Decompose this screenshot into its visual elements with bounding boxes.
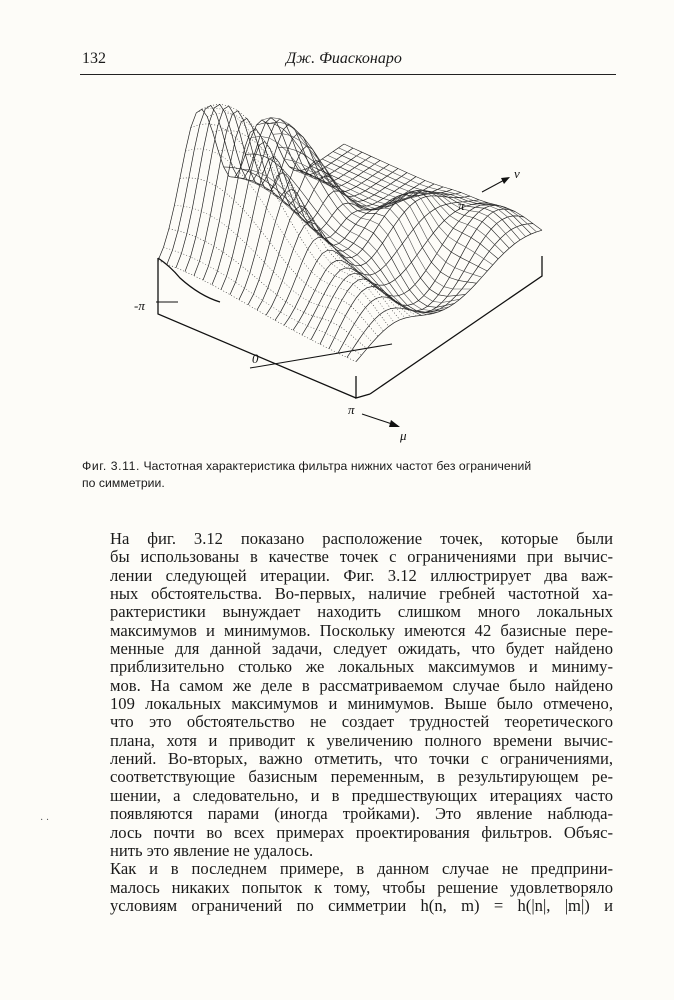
mesh-line-mu [320,205,506,344]
text-line: бы использованы в качестве точек с ограничениями при вычис- [110,547,613,567]
text-line: лений. Во-вторых, важно отметить, что точки с ограничениями, [110,749,613,769]
mesh-line-mu [221,142,407,290]
surface-plot [130,80,550,450]
mesh-line-mu [329,209,515,349]
mesh-line-nu [180,178,378,337]
label-mu: μ [400,428,407,443]
figure-caption [82,458,616,492]
label-pi-nu: π [458,198,465,213]
text-line: приблизительно столько же локальных максимумов и миниму- [110,657,613,677]
base-left-top [158,258,220,302]
mesh-line-nu [295,171,493,265]
paragraph-2 [82,860,613,915]
text-line: мов. На самом же деле в рассматриваемом случае было найдено [110,675,613,695]
mesh-line-nu [300,171,498,259]
mesh-line-nu [344,144,542,230]
axis-mu-arrow [389,420,400,427]
header-rule [80,74,616,75]
caption-label: Фиг. 3.11. [82,459,141,473]
mesh-line-nu [158,261,356,362]
body-text [82,530,613,915]
caption-line-2: по симметрии. [82,476,165,490]
text-line: плана, хотя и приводит к увеличению полного времени вычис- [110,730,613,750]
text-line: малось никаких попыток к тому, чтобы решение удовлетворяло [110,877,613,897]
mesh-line-nu [246,154,444,312]
text-line: рактеристики вынуждает находить слишком много локальных [110,602,613,622]
label-nu: ν [514,166,520,181]
text-line: соответствующие базисным переменным, в результирующем ре- [110,767,613,787]
figure-3-11 [130,80,550,450]
label-minus-pi: -π [134,298,145,313]
text-line: шении, а следовательно, и в предшествующих итерациях часто [110,785,613,805]
paragraph-1 [82,530,613,860]
text-line: менные для данной задачи, следует ожидать, что будет найдено [110,639,613,659]
mesh-line-mu [185,106,371,272]
axis-nu-arrow [501,177,510,184]
mesh-line-nu [289,167,487,271]
page-header [82,50,614,72]
text-line: условиям ограничений по симметрии h(n, m) = h(|n|, |m|) и [110,895,613,915]
margin-mark: · · [40,815,50,826]
mesh-line-mu [257,187,443,310]
base-right-edge [370,256,542,394]
label-pi-mu: π [348,402,355,417]
text-line: лось почти во всех примерах проектирования фильтров. Объяс- [110,822,613,842]
label-zero: 0 [252,351,259,366]
page-number: 132 [82,50,106,67]
text-line: что это обстоятельство не создает трудностей теоретического [110,712,613,732]
text-line: ных обстоятельства. Во-первых, наличие гребней частотной ха- [110,584,613,604]
text-line: На фиг. 3.12 показано расположение точек, которые были [110,529,613,548]
surface-mesh [158,104,542,361]
base-front-face [356,376,370,398]
text-line: лении следующей итерации. Фиг. 3.12 иллюстрирует два важ- [110,565,613,585]
axis-zero-line [250,344,392,368]
running-head: Дж. Фиасконаро [286,50,402,67]
text-line: максимумов и минимумов. Поскольку имеются 42 базисные пере- [110,620,613,640]
text-line: появляются парами (иногда тройками). Это явление наблюда- [110,804,613,824]
text-line: нить это явление не удалось. [110,840,314,860]
mesh-line-mu [302,203,488,335]
caption-line-1: Частотная характеристика фильтра нижних частот без ограничений [143,459,532,473]
text-line: 109 локальных максимумов и минимумов. Выше было отмечено, [110,694,613,714]
text-line: Как и в последнем примере, в данном случае не предприни- [110,859,613,879]
